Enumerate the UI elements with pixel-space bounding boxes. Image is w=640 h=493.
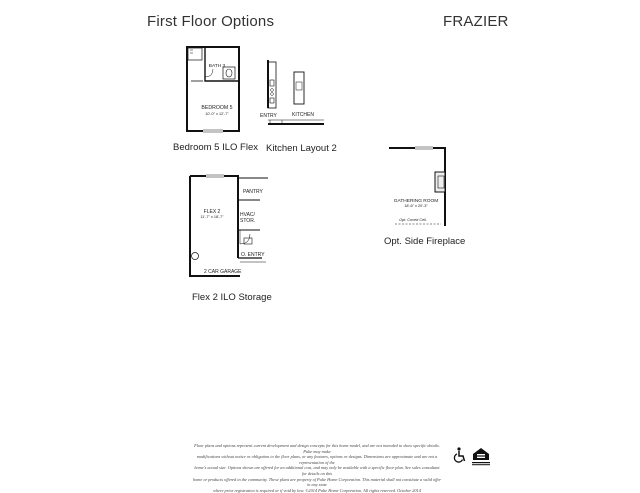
page-title: First Floor Options — [147, 13, 275, 30]
kitchen-caption: Kitchen Layout 2 — [266, 143, 337, 154]
plan-name: FRAZIER — [443, 13, 509, 30]
gathering-room-dims: 18'-6" x 20'-3" — [404, 204, 428, 208]
accessibility-icon — [452, 447, 466, 463]
kitchen-plan — [258, 58, 326, 134]
hvac-label: HVAC/ — [240, 212, 255, 218]
pantry-label: PANTRY — [243, 189, 263, 195]
kitchen-label: KITCHEN — [292, 112, 314, 118]
bedroom5-caption: Bedroom 5 ILO Flex — [173, 142, 259, 153]
bath-label: BATH 3 — [208, 64, 226, 69]
stor-label: STOR. — [240, 218, 256, 224]
entry-label: O. ENTRY — [241, 252, 265, 258]
disclaimer-line: where prior registration is required or if void by law. ©2014 Pulte Home Corporation. All rights reserved. October 2014 — [213, 487, 421, 493]
flex2-dims: 11'-7" x 18'-7" — [200, 215, 224, 219]
fireplace-caption: Opt. Side Fireplace — [384, 236, 466, 247]
equal-housing-opportunity-icon — [470, 446, 492, 466]
flex2-caption: Flex 2 ILO Storage — [192, 292, 272, 303]
disclaimer-line: home or products offered in the community. These plans are property of Pulte Home Corporation. This material shall not constitute a valid offer in any state — [192, 476, 442, 488]
coved-ceiling-label: Opt. Coved Ceil. — [399, 218, 427, 222]
kitchen-entry-label: ENTRY — [260, 113, 277, 119]
garage-label: 2 CAR GARAGE — [204, 269, 242, 275]
flex2-plan — [180, 172, 280, 292]
bedroom-dims: 10'-0" x 12'-7" — [205, 112, 229, 116]
flex2-label: FLEX 2 — [203, 209, 221, 215]
bedroom5-plan — [183, 45, 243, 135]
disclaimer-line: home's actual size. Options shown are offered for an additional cost, and may only be available with a specific floor plan. See sales consultant for details on this — [194, 465, 440, 476]
disclaimer-line: modifications without notice or obligation to the floor plans, or any features, options or designs. Dimensions are approximate and are not a representation of the — [196, 454, 438, 465]
gathering-room-label: GATHERING ROOM — [393, 199, 439, 204]
disclaimer — [192, 443, 442, 493]
disclaimer-line: Floor plans and options represent current development and design concepts for this home model, and are not intended to show specific details. Pulte may make — [194, 443, 440, 454]
fireplace-plan — [385, 144, 457, 230]
bedroom-label: BEDROOM 5 — [201, 105, 233, 111]
